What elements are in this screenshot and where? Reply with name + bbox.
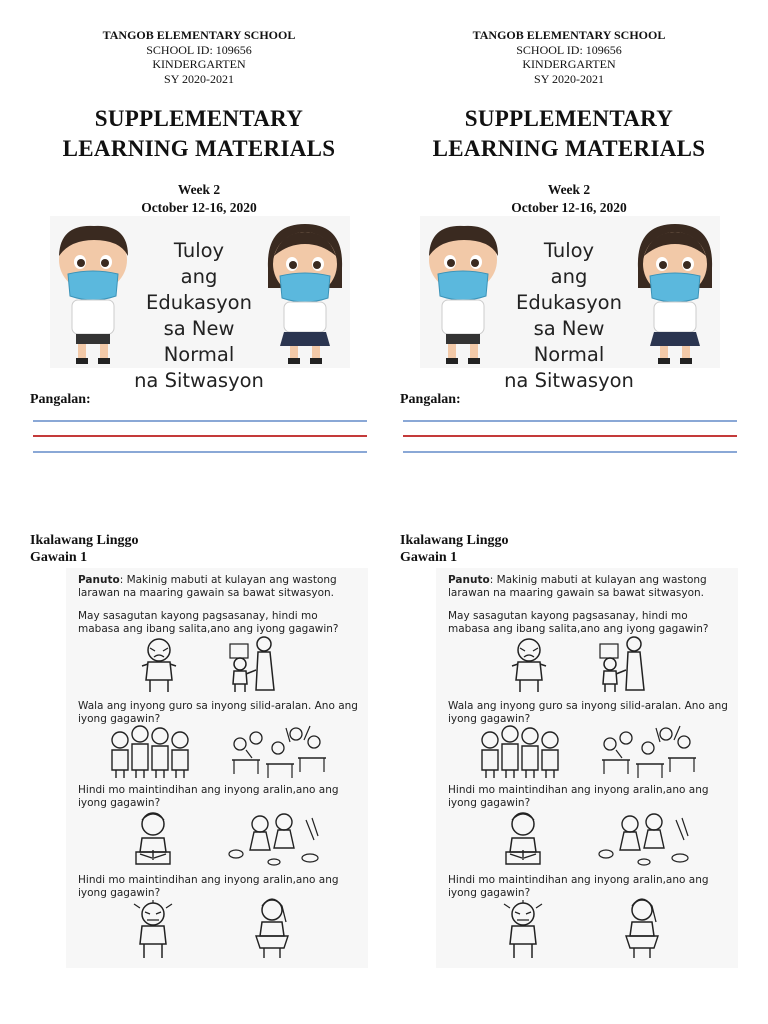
school-id: SCHOOL ID: 109656: [516, 42, 622, 57]
school-header: [370, 28, 768, 86]
week-info: [370, 181, 768, 217]
question-3: Hindi mo maintindihan ang inyong aralin,ano ang iyong gagawin?: [448, 784, 709, 809]
writing-line-middle: [33, 435, 367, 437]
girl-sitting-on-toilet-icon: [252, 896, 292, 960]
writing-line-middle: [403, 435, 737, 437]
girl-reading-book-icon: [130, 810, 176, 868]
girl-with-mask-illustration: [262, 218, 348, 366]
instructions: [78, 574, 360, 600]
panuto-text: : Makinig mabuti at kulayan ang wastong larawan na maaring gawain sa bawat sitwasyon.: [448, 574, 707, 599]
title-line-2: LEARNING MATERIALS: [62, 136, 336, 161]
activity-week: Ikalawang Linggo: [30, 533, 139, 548]
activity-task: Gawain 1: [400, 550, 458, 565]
activity-sheet: [436, 568, 738, 968]
new-normal-banner: [50, 216, 350, 392]
name-label: Pangalan:: [30, 392, 91, 407]
school-name: TANGOB ELEMENTARY SCHOOL: [102, 28, 296, 42]
grade-level: KINDERGARTEN: [522, 57, 616, 71]
writing-line-bottom: [33, 451, 367, 453]
upset-child-icon: [130, 900, 176, 960]
grade-level: KINDERGARTEN: [152, 57, 246, 71]
school-name: TANGOB ELEMENTARY SCHOOL: [472, 28, 666, 42]
students-sitting-quietly-icon: [476, 724, 564, 780]
new-normal-banner: [420, 216, 720, 392]
school-id: SCHOOL ID: 109656: [146, 42, 252, 57]
panuto-text: : Makinig mabuti at kulayan ang wastong larawan na maaring gawain sa bawat sitwasyon.: [78, 574, 337, 599]
school-year: SY 2020-2021: [534, 71, 604, 86]
girl-with-mask-illustration: [632, 218, 718, 366]
week-label: Week 2: [547, 182, 591, 197]
noisy-classroom-icon: [596, 724, 700, 780]
crying-child-icon: [506, 636, 552, 694]
worksheet-right: [370, 0, 754, 1024]
students-sitting-quietly-icon: [106, 724, 194, 780]
panuto-label: Panuto: [78, 574, 120, 586]
week-dates: October 12-16, 2020: [511, 200, 627, 215]
question-1: May sasagutan kayong pagsasanay, hindi mo mabasa ang ibang salita,ano ang iyong gagawin?: [78, 610, 339, 635]
activity-task: Gawain 1: [30, 550, 88, 565]
child-asking-teacher-icon: [226, 634, 278, 694]
activity-heading: [30, 532, 139, 566]
writing-line-top: [403, 420, 737, 422]
document-title: [370, 104, 768, 164]
activity-heading: [400, 532, 509, 566]
banner-line-2: ang Edukasyon: [146, 265, 252, 314]
week-info: [0, 181, 398, 217]
boy-with-mask-illustration: [50, 218, 136, 366]
question-4: Hindi mo maintindihan ang inyong aralin,ano ang iyong gagawin?: [448, 874, 709, 899]
noisy-classroom-icon: [226, 724, 330, 780]
name-label: Pangalan:: [400, 392, 461, 407]
panuto-label: Panuto: [448, 574, 490, 586]
children-playing-messy-icon: [226, 810, 322, 868]
banner-line-3: sa New Normal: [163, 317, 235, 366]
boy-with-mask-illustration: [420, 218, 506, 366]
week-dates: October 12-16, 2020: [141, 200, 257, 215]
writing-line-bottom: [403, 451, 737, 453]
banner-line-1: Tuloy: [173, 239, 225, 262]
question-1: May sasagutan kayong pagsasanay, hindi mo mabasa ang ibang salita,ano ang iyong gagawin?: [448, 610, 709, 635]
children-playing-messy-icon: [596, 810, 692, 868]
question-4: Hindi mo maintindihan ang inyong aralin,ano ang iyong gagawin?: [78, 874, 339, 899]
girl-sitting-on-toilet-icon: [622, 896, 662, 960]
banner-line-4: na Sitwasyon: [134, 369, 264, 392]
title-line-1: SUPPLEMENTARY: [464, 106, 674, 131]
activity-week: Ikalawang Linggo: [400, 533, 509, 548]
week-label: Week 2: [177, 182, 221, 197]
crying-child-icon: [136, 636, 182, 694]
question-3: Hindi mo maintindihan ang inyong aralin,ano ang iyong gagawin?: [78, 784, 339, 809]
banner-line-2: ang Edukasyon: [516, 265, 622, 314]
document-title: [0, 104, 398, 164]
banner-line-3: sa New Normal: [533, 317, 605, 366]
question-2: Wala ang inyong guro sa inyong silid-aralan. Ano ang iyong gagawin?: [78, 700, 358, 725]
activity-sheet: [66, 568, 368, 968]
child-asking-teacher-icon: [596, 634, 648, 694]
title-line-1: SUPPLEMENTARY: [94, 106, 304, 131]
girl-reading-book-icon: [500, 810, 546, 868]
banner-line-4: na Sitwasyon: [504, 369, 634, 392]
banner-slogan: [504, 238, 634, 394]
writing-line-top: [33, 420, 367, 422]
banner-slogan: [134, 238, 264, 394]
question-2: Wala ang inyong guro sa inyong silid-aralan. Ano ang iyong gagawin?: [448, 700, 728, 725]
upset-child-icon: [500, 900, 546, 960]
banner-line-1: Tuloy: [543, 239, 595, 262]
title-line-2: LEARNING MATERIALS: [432, 136, 706, 161]
school-header: [0, 28, 398, 86]
school-year: SY 2020-2021: [164, 71, 234, 86]
instructions: [448, 574, 730, 600]
